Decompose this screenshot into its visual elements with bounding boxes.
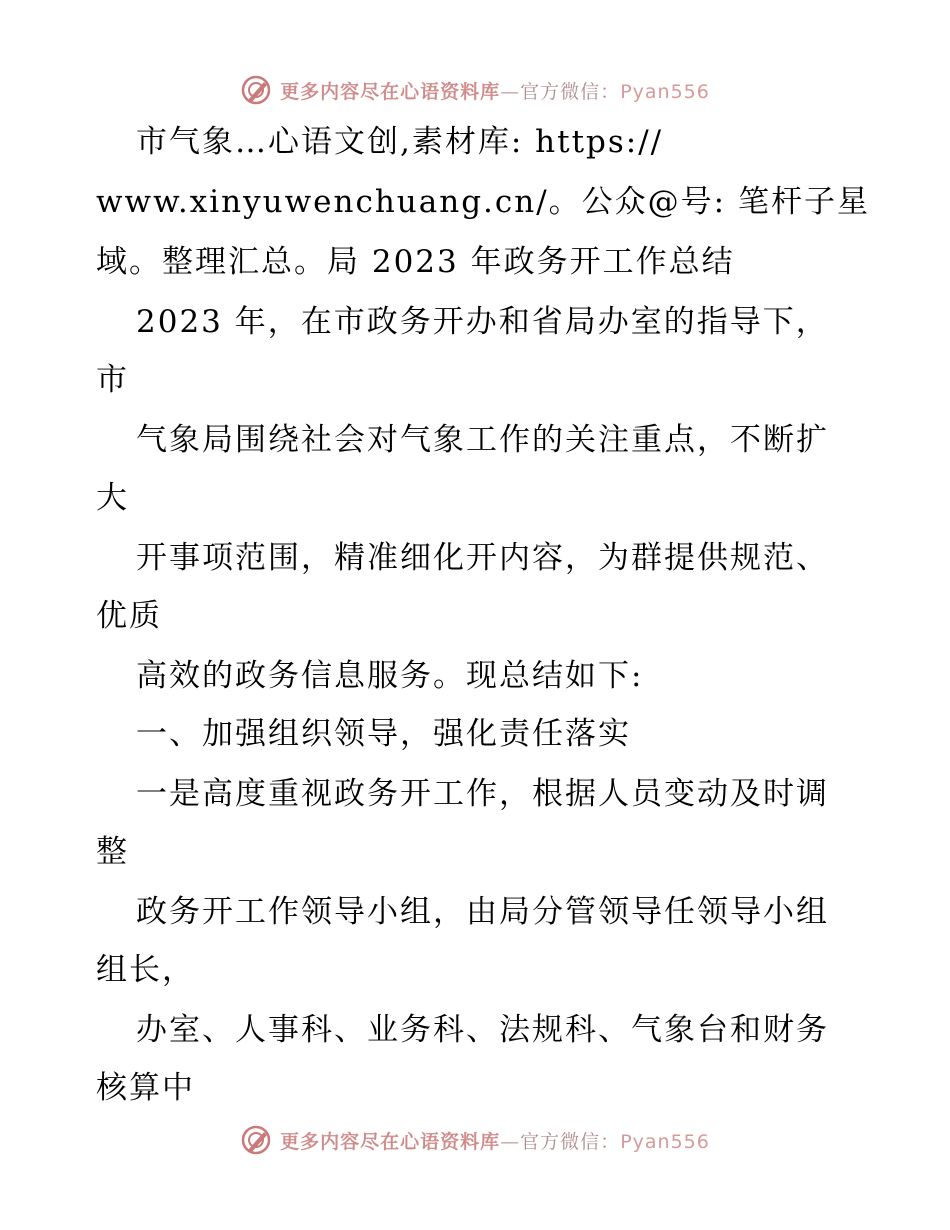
banner-text [280, 77, 710, 104]
pen-logo-icon [240, 1124, 272, 1156]
text-line: 气象局围绕社会对气象工作的关注重点，不断扩 [136, 422, 829, 458]
text-line: 域。整理汇总。局 2023 年政务开工作总结 [96, 244, 735, 280]
text-line: 政务开工作领导小组，由局分管领导任领导小组 [136, 894, 829, 930]
text-line: 开事项范围，精准细化开内容，为群提供规范、 [136, 540, 829, 576]
text-line: 整 [96, 834, 129, 870]
banner-dash: — [500, 1130, 521, 1153]
text-line: 高效的政务信息服务。现总结如下: [136, 658, 644, 694]
banner-dash: — [500, 80, 521, 103]
pen-logo-icon [240, 74, 272, 106]
banner-brand: 更多内容尽在心语资料库 [280, 1130, 501, 1153]
banner-wechat-id: Pyan556 [620, 80, 710, 103]
text-line: 一是高度重视政务开工作，根据人员变动及时调 [136, 776, 829, 812]
banner-wechat-id: Pyan556 [620, 1130, 710, 1153]
text-line: 市气象…心语文创,素材库: https:// [136, 124, 664, 160]
banner-brand: 更多内容尽在心语资料库 [280, 80, 501, 103]
banner-text [280, 1127, 710, 1154]
text-line: 市 [96, 362, 129, 398]
section-heading: 一、加强组织领导，强化责任落实 [136, 716, 631, 752]
text-line: 大 [96, 480, 129, 516]
text-line: 优质 [96, 598, 162, 634]
banner-wechat-label: 官方微信： [520, 80, 621, 103]
banner-wechat-label: 官方微信： [520, 1130, 621, 1153]
header-banner [0, 70, 950, 110]
text-line: 组长， [96, 952, 195, 988]
footer-banner [0, 1120, 950, 1160]
text-line: 核算中 [96, 1070, 195, 1106]
text-line: 2023 年，在市政务开办和省局办室的指导下， [136, 304, 829, 340]
text-line: www.xinyuwenchuang.cn/。公众@号: 笔杆子星 [96, 184, 870, 220]
text-line: 办室、人事科、业务科、法规科、气象台和财务 [136, 1012, 829, 1048]
